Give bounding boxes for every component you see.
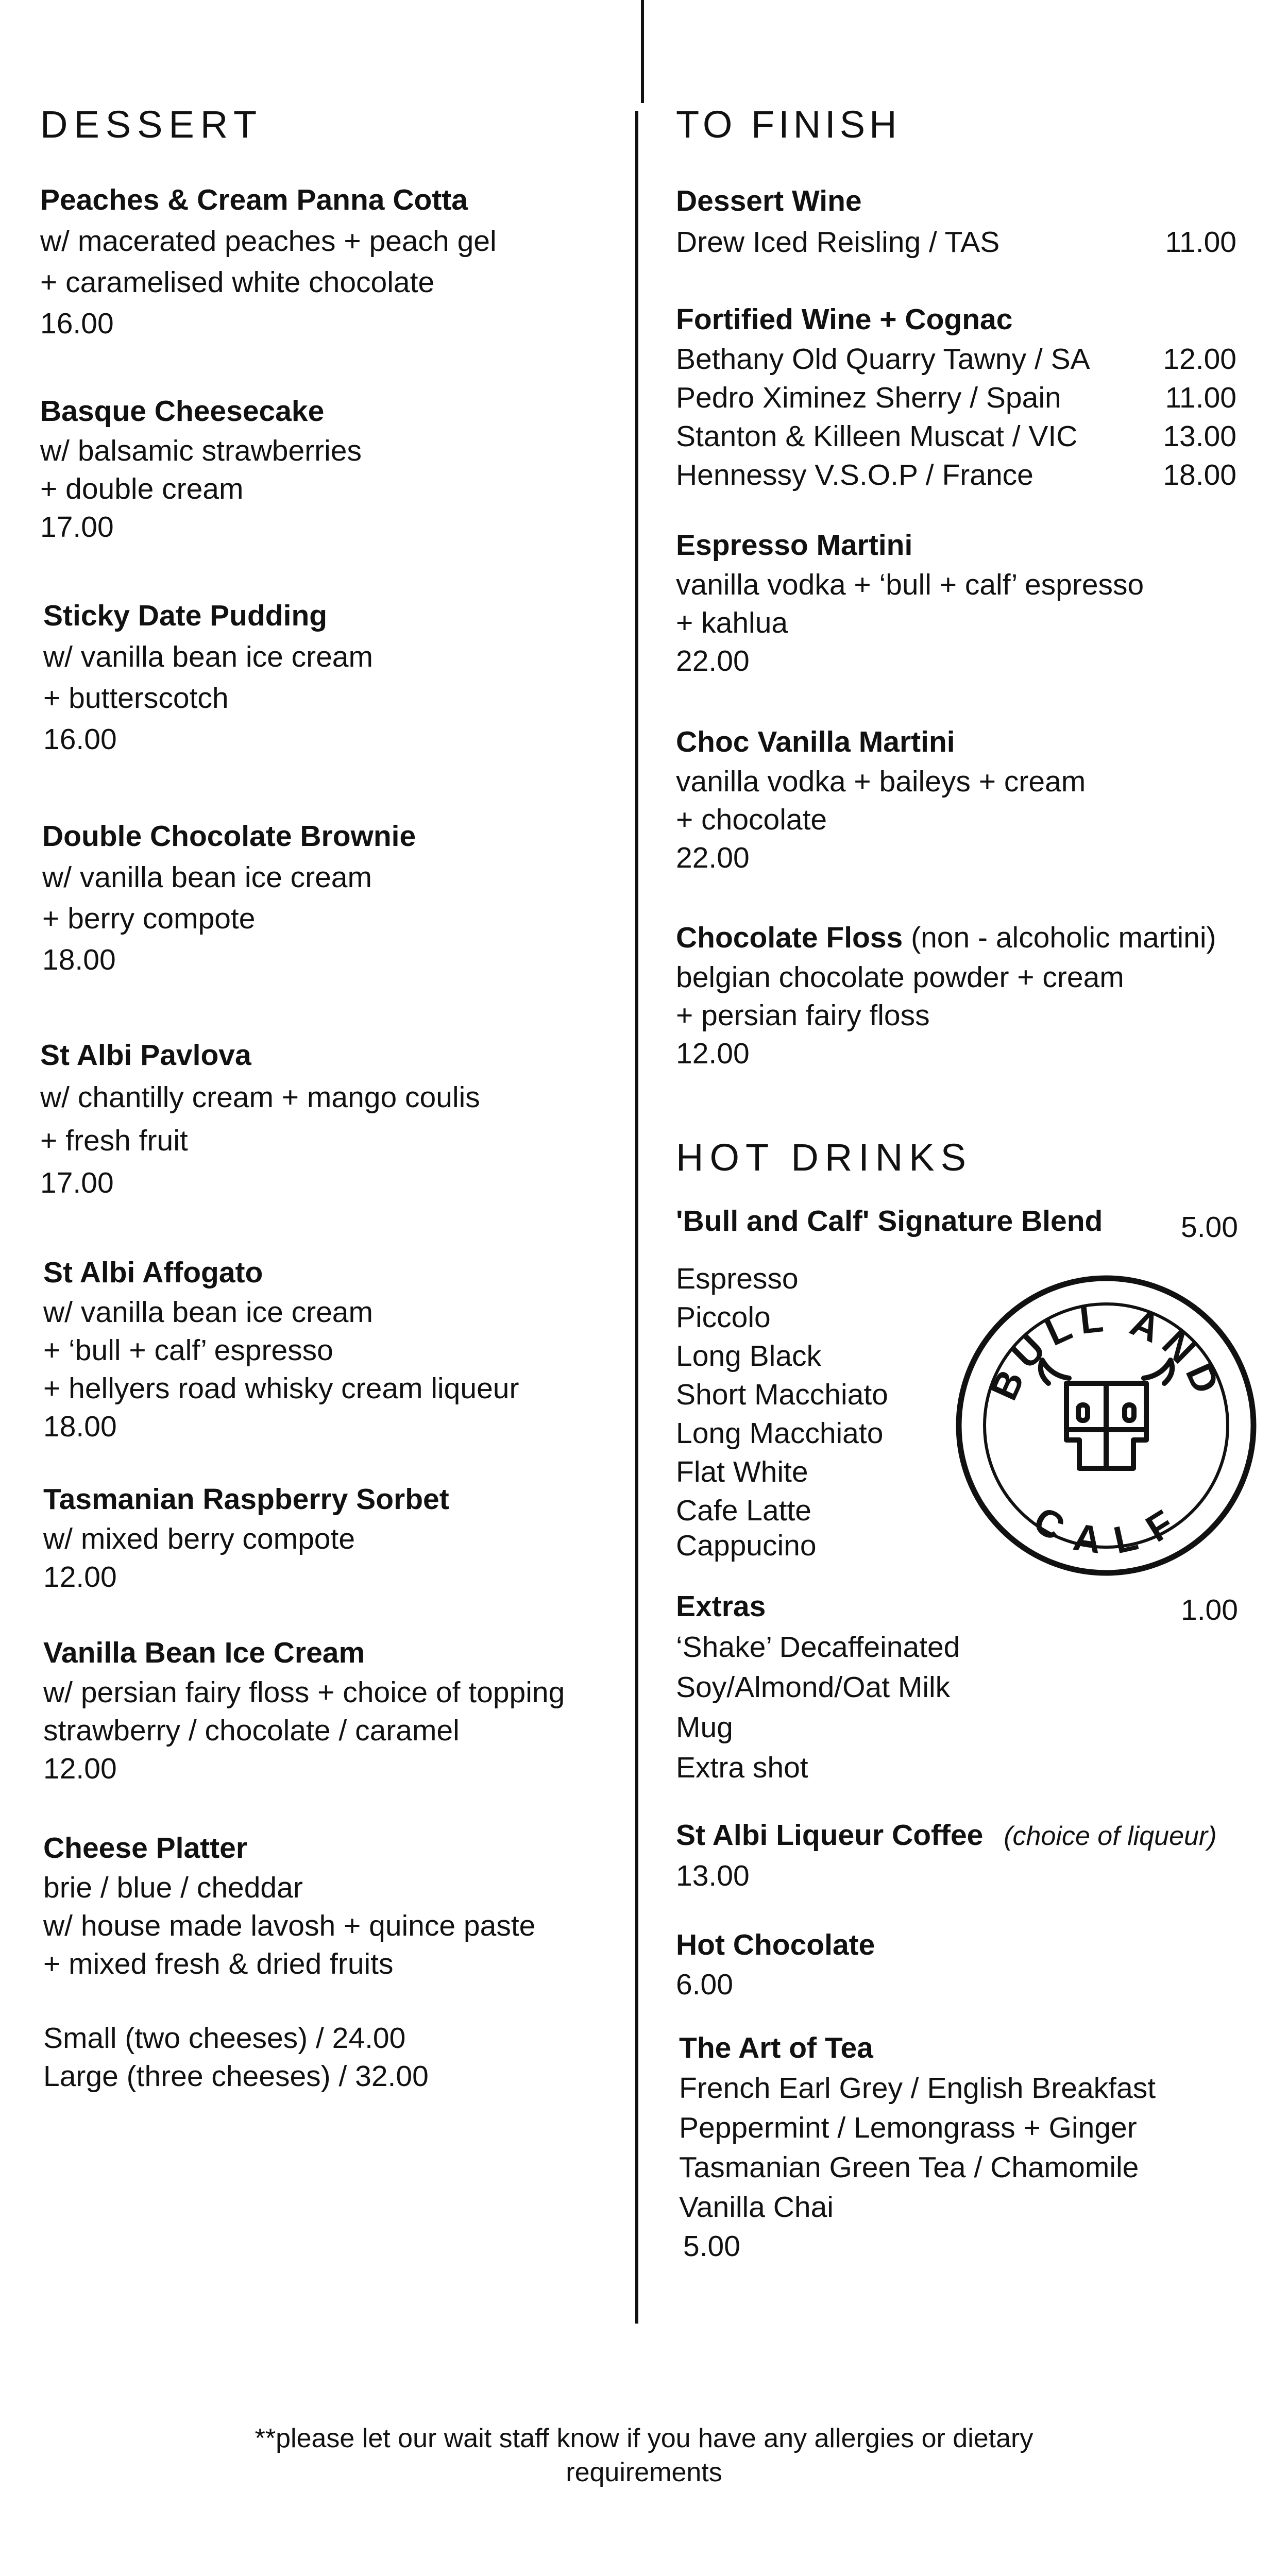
item-price: 13.00 (1163, 420, 1236, 453)
dessert-wine-row: Drew Iced Reisling / TAS 11.00 (676, 222, 1243, 263)
item-price: 18.00 (42, 943, 116, 976)
dessert-item-brownie: Double Chocolate Brownie w/ vanilla bean ice cream + berry compote 18.00 (42, 816, 416, 980)
logo-top-text: BULL AND (982, 1296, 1231, 1406)
allergy-footer: **please let our wait staff know if you have any allergies or dietary requirements (255, 2424, 1033, 2487)
choc-vanilla-martini: Choc Vanilla Martini vanilla vodka + baileys + cream + chocolate 22.00 (676, 721, 1086, 877)
signature-price: 5.00 (1181, 1211, 1238, 1244)
fortified-row: Stanton & Killeen Muscat / VIC 13.00 (676, 417, 1243, 456)
dessert-item-cheese-platter: Cheese Platter brie / blue / cheddar w/ house made lavosh + quince paste + mixed fresh & dried fruits Small (two cheeses) / 24.00 Large (three cheeses) / 32.00 (43, 1827, 535, 2095)
dessert-wine: Dessert Wine Drew Iced Reisling / TAS 11.00 (676, 180, 1243, 263)
dessert-item-ice-cream: Vanilla Bean Ice Cream w/ persian fairy floss + choice of topping strawberry / chocolate / caramel 12.00 (43, 1632, 565, 1788)
item-price: 18.00 (43, 1410, 117, 1443)
fortified-wine: Fortified Wine + Cognac Bethany Old Quarry Tawny / SA 12.00 Pedro Ximinez Sherry / Spain 11.00 Stanton & Killeen Muscat / VIC 13.00 Hennessy V.S.O.P / France 18.00 (676, 299, 1243, 495)
logo-bottom-text: CALF (1026, 1498, 1187, 1563)
extras: Extras ‘Shake’ Decaffeinated Soy/Almond/Oat Milk Mug Extra shot (676, 1590, 960, 1784)
item-price: 11.00 (1165, 381, 1236, 414)
item-price: 17.00 (40, 511, 114, 544)
bull-and-calf-logo (956, 1275, 1257, 1577)
signature-blend: 'Bull and Calf' Signature Blend (676, 1205, 1103, 1238)
hot-drinks-title: HOT DRINKS (676, 1136, 973, 1179)
cheese-size-small: Small (two cheeses) / 24.00 (43, 2022, 406, 2055)
item-price: 12.00 (43, 1561, 117, 1594)
liqueur-coffee: St Albi Liqueur Coffee (choice of liqueur) 13.00 (676, 1815, 1217, 1895)
item-price: 13.00 (676, 1859, 750, 1892)
dessert-title: DESSERT (40, 103, 263, 146)
svg-text:CALF (1026, 1498, 1187, 1563)
item-price: 12.00 (43, 1752, 117, 1785)
fortified-row: Pedro Ximinez Sherry / Spain 11.00 (676, 379, 1243, 417)
dessert-item-pavlova: St Albi Pavlova w/ chantilly cream + mango coulis + fresh fruit 17.00 (40, 1035, 480, 1204)
item-price: 16.00 (40, 307, 114, 340)
item-price: 16.00 (43, 723, 117, 756)
dessert-item-cheesecake: Basque Cheesecake w/ balsamic strawberries + double cream 17.00 (40, 391, 362, 546)
liqueur-coffee-note: (choice of liqueur) (1004, 1821, 1217, 1851)
item-price: 22.00 (676, 841, 750, 874)
art-of-tea: The Art of Tea French Earl Grey / English Breakfast Peppermint / Lemongrass + Ginger Tasmanian Green Tea / Chamomile Vanilla Chai 5.00 (679, 2027, 1156, 2265)
to-finish-title: TO FINISH (676, 103, 901, 146)
hot-chocolate: Hot Chocolate 6.00 (676, 1924, 875, 2004)
item-price: 6.00 (676, 1968, 733, 2001)
dessert-item-sticky-date: Sticky Date Pudding w/ vanilla bean ice cream + butterscotch 16.00 (43, 595, 373, 760)
dessert-item-sorbet: Tasmanian Raspberry Sorbet w/ mixed berry compote 12.00 (43, 1479, 449, 1596)
dessert-item-panna-cotta: Peaches & Cream Panna Cotta w/ macerated peaches + peach gel + caramelised white chocolate 16.00 (40, 179, 497, 344)
divider-top (641, 0, 644, 103)
item-price: 11.00 (1165, 226, 1236, 259)
espresso-martini: Espresso Martini vanilla vodka + ‘bull + calf’ espresso + kahlua 22.00 (676, 524, 1144, 680)
bull-head-icon (1041, 1360, 1172, 1468)
dessert-item-affogato: St Albi Affogato w/ vanilla bean ice cream + ‘bull + calf’ espresso + hellyers road whisky cream liqueur 18.00 (43, 1252, 519, 1446)
item-price: 17.00 (40, 1166, 114, 1199)
extras-price: 1.00 (1181, 1594, 1238, 1626)
item-price: 12.00 (676, 1037, 750, 1070)
fortified-row: Hennessy V.S.O.P / France 18.00 (676, 456, 1243, 495)
item-price: 18.00 (1163, 459, 1236, 492)
item-price: 22.00 (676, 645, 750, 677)
item-price: 5.00 (683, 2230, 740, 2263)
coffee-list: Espresso Piccolo Long Black Short Macchiato Long Macchiato Flat White Cafe Latte Cappucino (676, 1262, 888, 1562)
fortified-row: Bethany Old Quarry Tawny / SA 12.00 (676, 340, 1243, 379)
column-divider (635, 111, 638, 2324)
chocolate-floss-note: (non - alcoholic martini) (911, 921, 1216, 954)
item-price: 12.00 (1163, 343, 1236, 376)
cheese-size-large: Large (three cheeses) / 32.00 (43, 2060, 429, 2093)
chocolate-floss: Chocolate Floss (non - alcoholic martini) belgian chocolate powder + cream + persian fairy floss 12.00 (676, 917, 1216, 1073)
